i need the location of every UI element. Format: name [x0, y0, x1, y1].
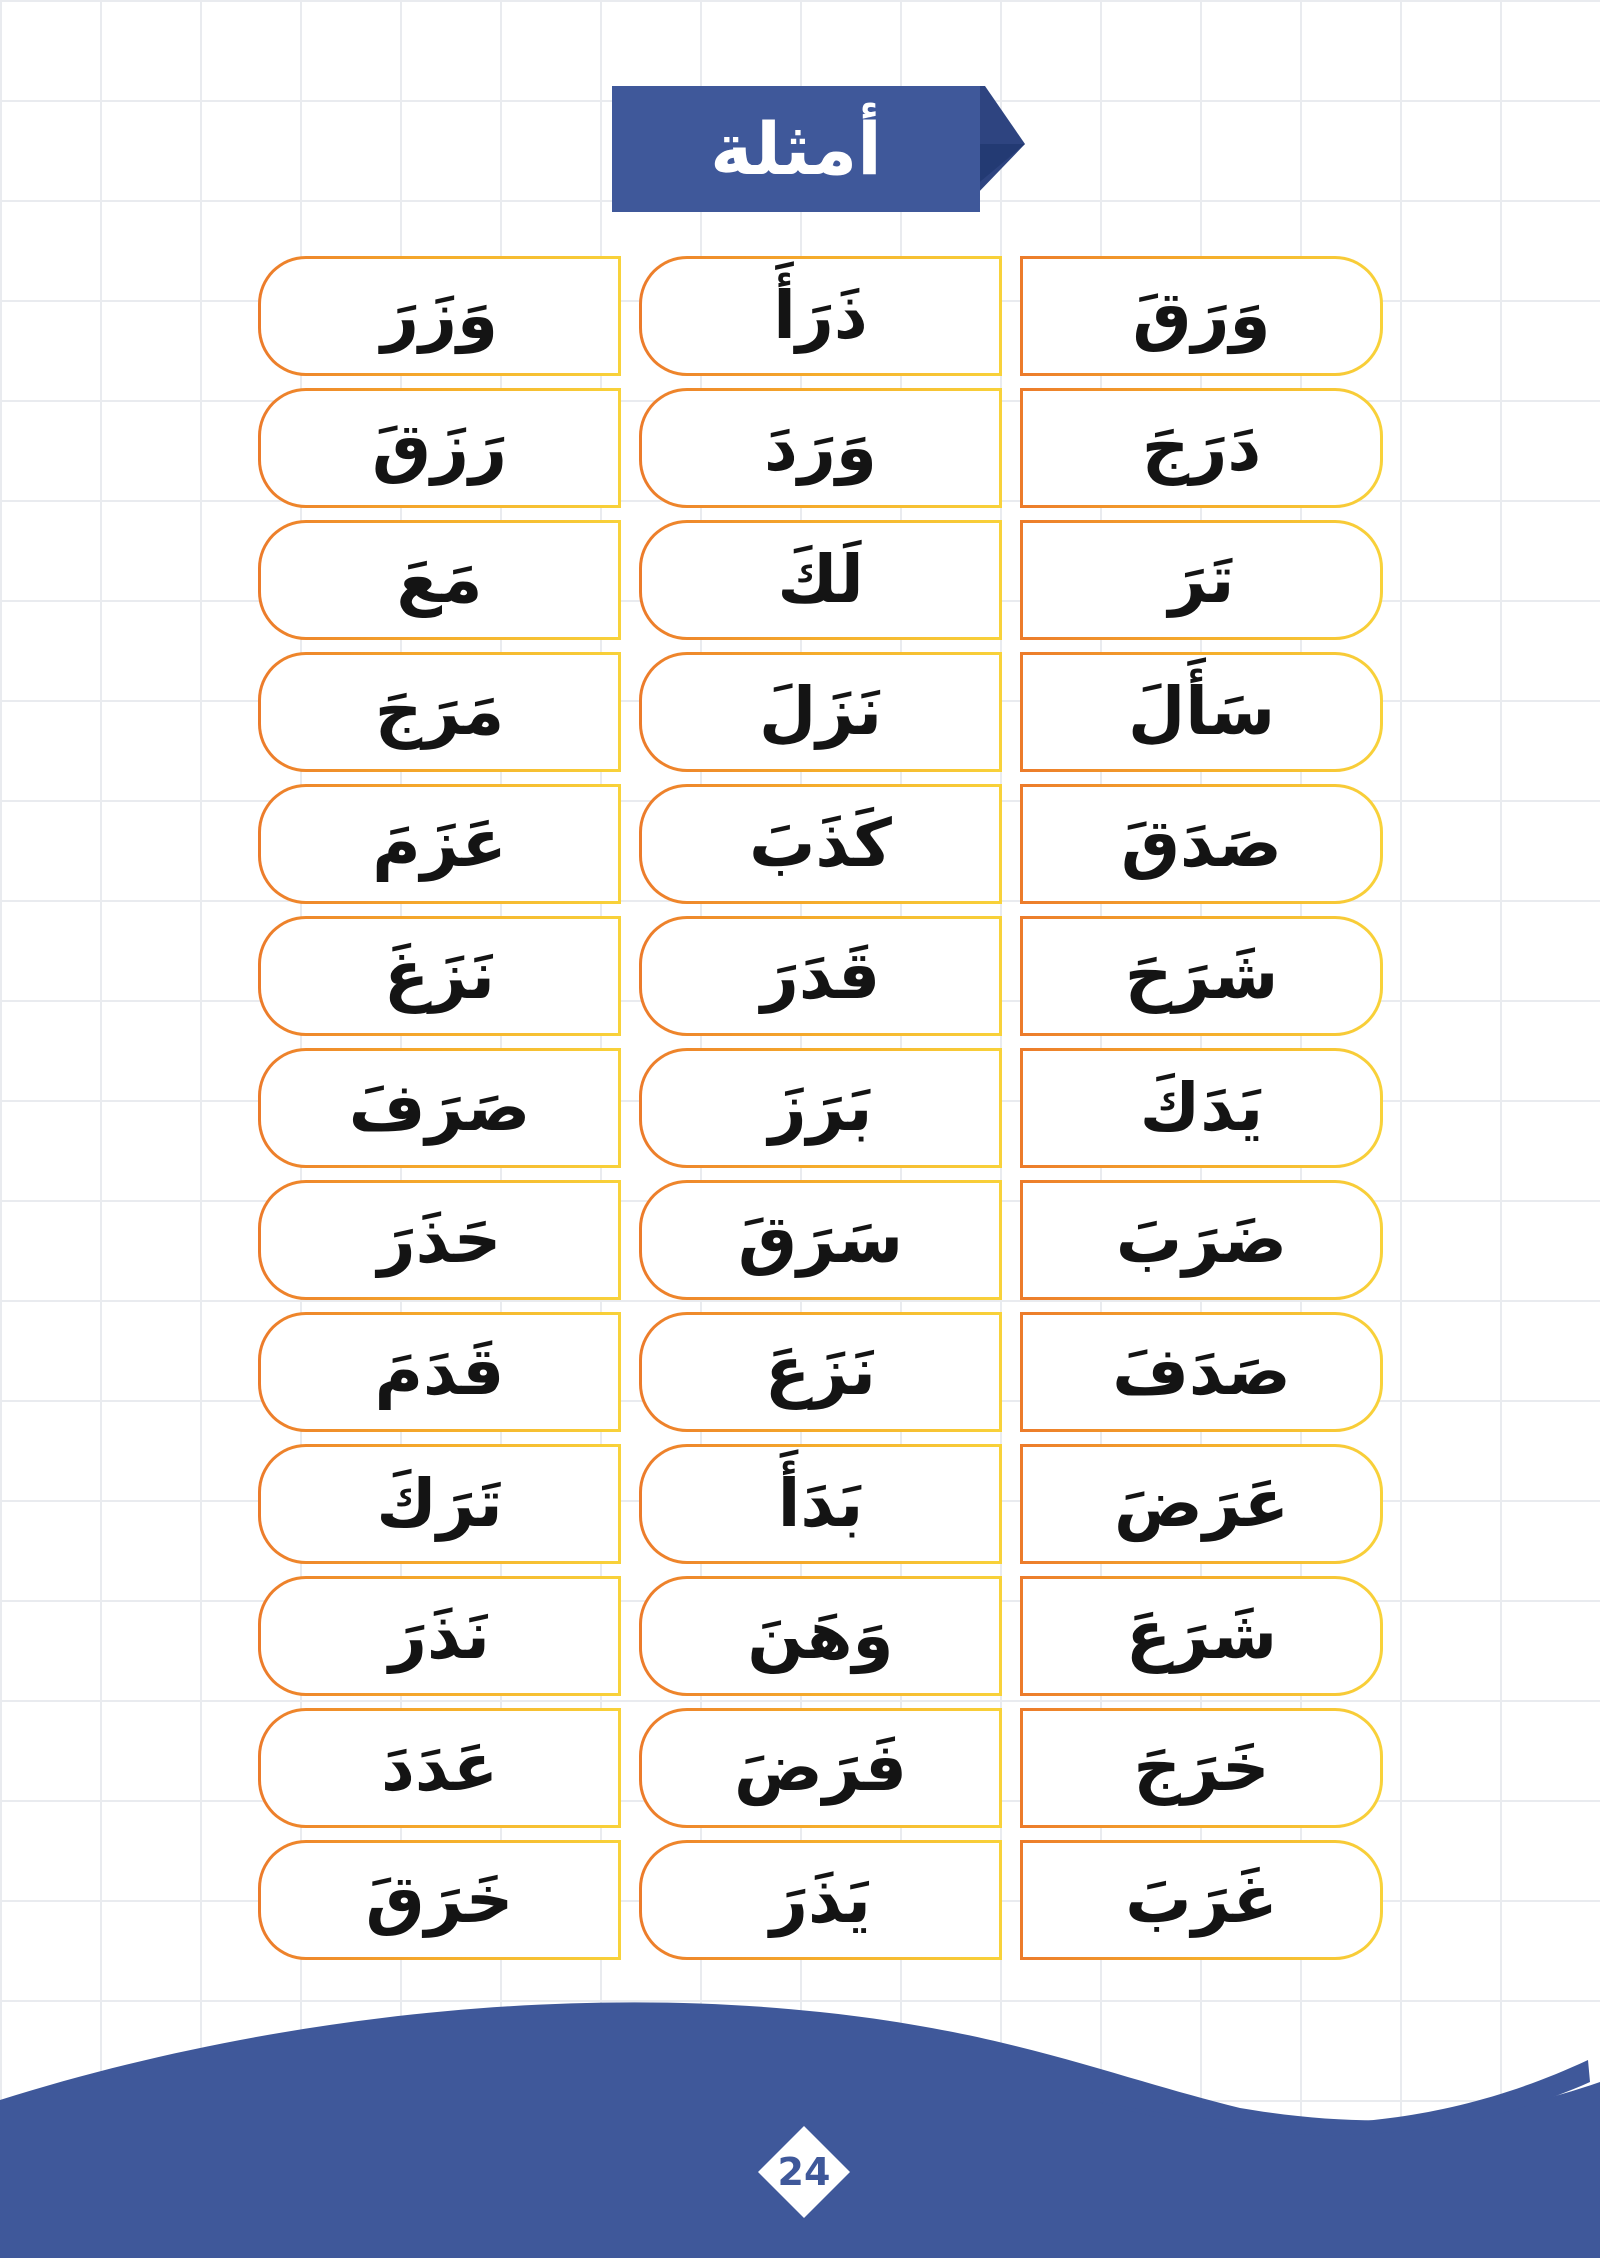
word-text: دَرَجَ	[1141, 409, 1262, 486]
word-card	[258, 1312, 621, 1432]
word-card	[639, 520, 1002, 640]
word-card	[1020, 916, 1383, 1036]
word-text: ذَرَأَ	[773, 277, 868, 354]
word-text: عَدَدَ	[380, 1729, 499, 1806]
word-card	[1020, 1840, 1383, 1960]
word-text: بَرَزَ	[768, 1069, 873, 1146]
word-card	[639, 256, 1002, 376]
word-text: فَرَضَ	[733, 1729, 908, 1806]
word-text: يَدَكَ	[1139, 1069, 1264, 1146]
word-text: رَزَقَ	[372, 409, 507, 486]
word-card	[639, 1180, 1002, 1300]
word-text: ضَرَبَ	[1115, 1201, 1288, 1278]
word-card	[639, 784, 1002, 904]
word-card	[639, 1444, 1002, 1564]
word-text: وَزَرَ	[380, 277, 498, 354]
word-card	[639, 1576, 1002, 1696]
word-text: صَدَقَ	[1121, 805, 1282, 882]
word-text: غَرَبَ	[1125, 1861, 1278, 1938]
word-card	[639, 1048, 1002, 1168]
word-text: خَرَجَ	[1133, 1729, 1270, 1806]
word-card	[1020, 1576, 1383, 1696]
page-title: أمثلة	[710, 107, 882, 191]
word-card	[258, 784, 621, 904]
word-card	[258, 1180, 621, 1300]
title-banner-fold	[975, 86, 1035, 196]
word-card	[1020, 1708, 1383, 1828]
word-text: وَرَدَ	[764, 409, 877, 486]
word-card	[639, 1840, 1002, 1960]
word-card	[639, 916, 1002, 1036]
word-text: تَرَكَ	[376, 1465, 503, 1542]
word-text: وَهَنَ	[747, 1597, 894, 1674]
word-card	[1020, 1444, 1383, 1564]
word-text: وَرَقَ	[1132, 277, 1271, 354]
word-text: بَدَأَ	[777, 1465, 864, 1542]
word-text: نَزَغَ	[384, 937, 495, 1014]
word-card	[258, 1840, 621, 1960]
word-card	[639, 652, 1002, 772]
word-card	[258, 1048, 621, 1168]
word-card	[258, 520, 621, 640]
word-text: مَعَ	[396, 541, 483, 618]
word-text: خَرَقَ	[365, 1861, 514, 1938]
word-text: صَدَفَ	[1112, 1333, 1291, 1410]
word-card	[1020, 652, 1383, 772]
word-card	[258, 652, 621, 772]
word-text: نَزَعَ	[765, 1333, 876, 1410]
word-text: قَدَمَ	[374, 1333, 505, 1410]
word-text: نَزَلَ	[758, 673, 883, 750]
word-text: عَزَمَ	[372, 805, 507, 882]
word-text: نَذَرَ	[389, 1597, 490, 1674]
word-card	[258, 916, 621, 1036]
word-card	[1020, 1312, 1383, 1432]
examples-grid	[258, 256, 1384, 1960]
word-card	[639, 1708, 1002, 1828]
word-text: شَرَعَ	[1125, 1597, 1278, 1674]
word-card	[258, 388, 621, 508]
word-card	[258, 1444, 621, 1564]
word-text: قَدَرَ	[760, 937, 881, 1014]
word-text: كَذَبَ	[749, 805, 892, 882]
title-banner	[612, 86, 980, 212]
word-card	[1020, 256, 1383, 376]
word-card	[1020, 1048, 1383, 1168]
word-text: يَذَرَ	[770, 1861, 871, 1938]
word-card	[639, 388, 1002, 508]
word-card	[639, 1312, 1002, 1432]
word-card	[1020, 1180, 1383, 1300]
word-text: تَرَ	[1168, 541, 1235, 618]
word-text: شَرَحَ	[1124, 937, 1279, 1014]
page-number: 24	[777, 2150, 831, 2194]
word-text: حَذَرَ	[377, 1201, 502, 1278]
word-card	[258, 1576, 621, 1696]
word-text: صَرَفَ	[348, 1069, 531, 1146]
word-card	[1020, 388, 1383, 508]
word-text: مَرَجَ	[374, 673, 505, 750]
word-text: سَأَلَ	[1128, 673, 1275, 750]
word-card	[258, 1708, 621, 1828]
word-card	[258, 256, 621, 376]
word-text: عَرَضَ	[1114, 1465, 1289, 1542]
word-card	[1020, 784, 1383, 904]
word-card	[1020, 520, 1383, 640]
word-text: لَكَ	[777, 541, 864, 618]
word-text: سَرَقَ	[738, 1201, 903, 1278]
